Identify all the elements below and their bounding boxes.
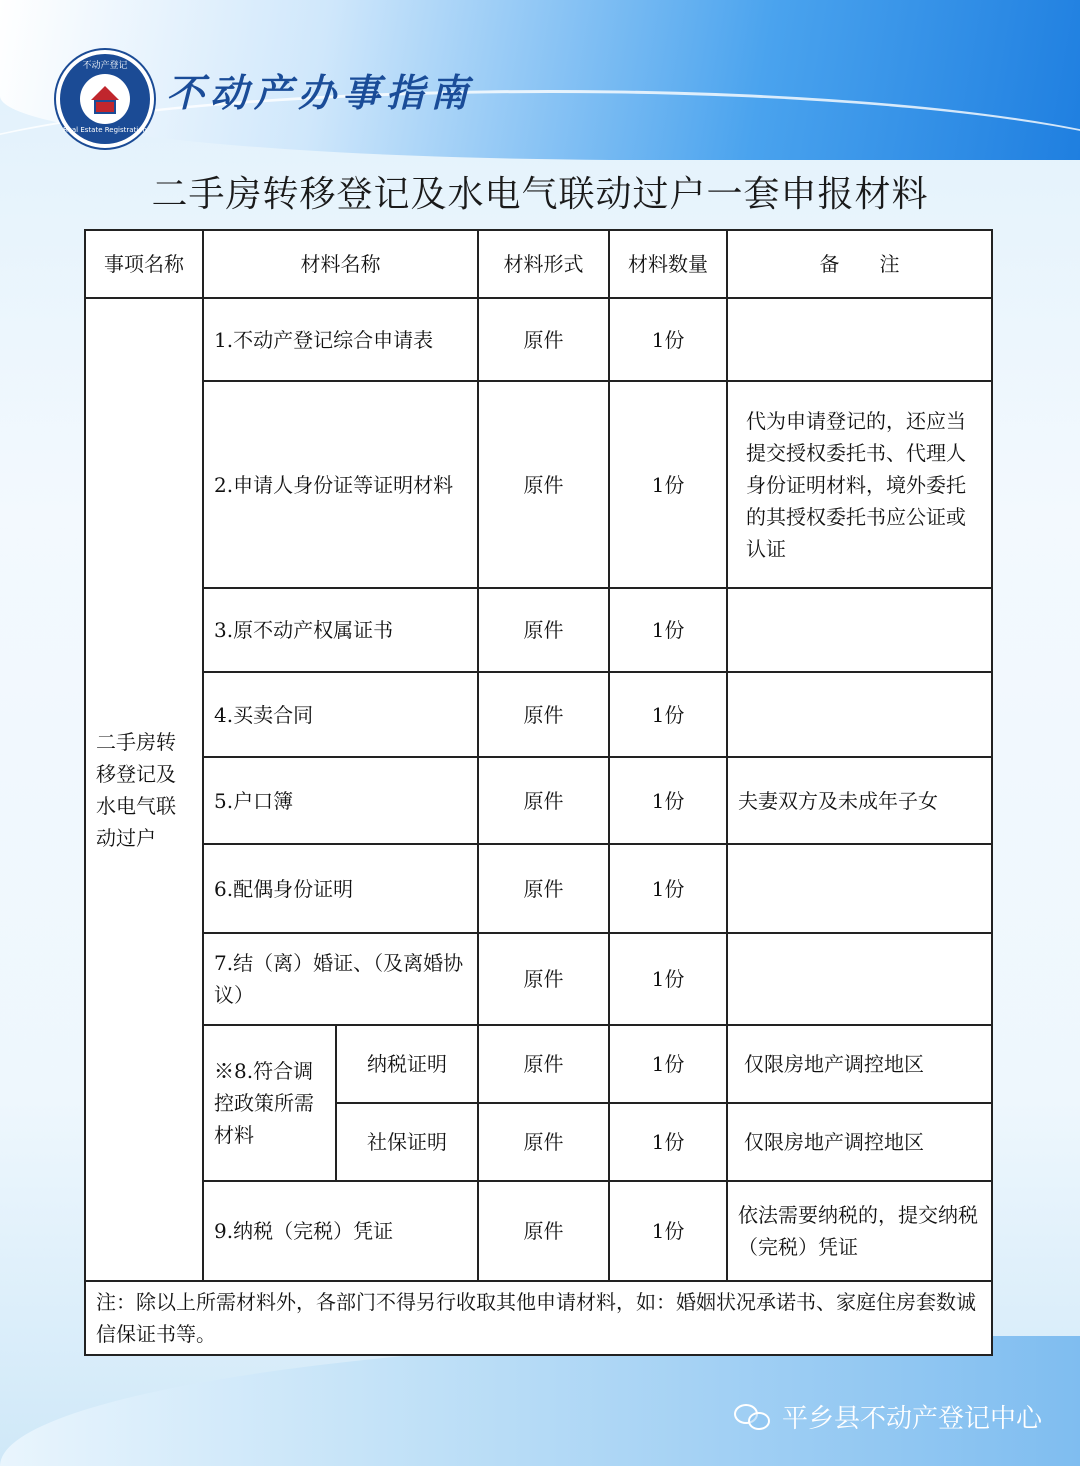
footer-account: [734, 1398, 1042, 1435]
table-row: [85, 1181, 992, 1281]
material-name: 1.不动产登记综合申请表: [203, 298, 478, 381]
material-qty: 1份: [609, 757, 727, 844]
material-note: [727, 844, 992, 933]
material-qty: 1份: [609, 588, 727, 672]
material-note: [727, 933, 992, 1025]
table-row: [85, 1025, 992, 1103]
material-note: 仅限房地产调控地区: [727, 1103, 992, 1181]
footnote-row: [85, 1281, 992, 1355]
material-note: [727, 672, 992, 757]
material-subname: 社保证明: [336, 1103, 478, 1181]
material-qty: 1份: [609, 381, 727, 588]
table-row: [85, 933, 992, 1025]
material-qty: 1份: [609, 298, 727, 381]
group8-name: ※8.符合调控政策所需材料: [203, 1025, 336, 1181]
material-form: 原件: [478, 933, 609, 1025]
table-row: [85, 588, 992, 672]
header-material-qty: 材料数量: [609, 230, 727, 298]
material-form: 原件: [478, 757, 609, 844]
material-note: 代为申请登记的，还应当提交授权委托书、代理人身份证明材料，境外委托的其授权委托书应公证或认证: [727, 381, 992, 588]
material-name: 3.原不动产权属证书: [203, 588, 478, 672]
table-row: [85, 381, 992, 588]
material-subname: 纳税证明: [336, 1025, 478, 1103]
material-qty: 1份: [609, 1025, 727, 1103]
header-material-form: 材料形式: [478, 230, 609, 298]
material-qty: 1份: [609, 1181, 727, 1281]
material-name: 2.申请人身份证等证明材料: [203, 381, 478, 588]
material-note: [727, 588, 992, 672]
material-form: 原件: [478, 381, 609, 588]
material-name: 9.纳税（完税）凭证: [203, 1181, 478, 1281]
material-form: 原件: [478, 298, 609, 381]
page-title: 二手房转移登记及水电气联动过户一套申报材料: [151, 174, 929, 215]
table-row: [85, 298, 992, 381]
brand-title: 不动产办事指南: [166, 71, 475, 115]
material-note: 依法需要纳税的，提交纳税（完税）凭证: [727, 1181, 992, 1281]
table-row: [85, 672, 992, 757]
house-icon: [80, 74, 130, 124]
footnote: 注：除以上所需材料外，各部门不得另行收取其他申请材料，如：婚姻状况承诺书、家庭住房套数诚信保证书等。: [85, 1281, 992, 1355]
material-name: 6.配偶身份证明: [203, 844, 478, 933]
material-form: 原件: [478, 1103, 609, 1181]
material-qty: 1份: [609, 1103, 727, 1181]
material-form: 原件: [478, 1025, 609, 1103]
logo-text-top: 不动产登记: [82, 61, 128, 71]
material-note: 仅限房地产调控地区: [727, 1025, 992, 1103]
account-name: 平乡县不动产登记中心: [781, 1404, 1042, 1434]
material-form: 原件: [478, 844, 609, 933]
material-form: 原件: [478, 672, 609, 757]
material-form: 原件: [478, 588, 609, 672]
material-qty: 1份: [609, 933, 727, 1025]
wechat-icon: [734, 1402, 772, 1432]
header-material-name: 材料名称: [203, 230, 478, 298]
logo-text-bottom: Real Estate Registration: [63, 126, 147, 134]
material-note: 夫妻双方及未成年子女: [727, 757, 992, 844]
material-name: 5.户口簿: [203, 757, 478, 844]
material-form: 原件: [478, 1181, 609, 1281]
material-name: 7.结（离）婚证、（及离婚协议）: [203, 933, 478, 1025]
material-note: [727, 298, 992, 381]
table-header-row: [85, 230, 992, 298]
table-row: [85, 844, 992, 933]
header-remarks: 备 注: [727, 230, 992, 298]
registration-logo: [56, 50, 154, 148]
materials-table: [84, 229, 993, 1356]
table-row: [85, 757, 992, 844]
header-item-name: 事项名称: [85, 230, 203, 298]
material-qty: 1份: [609, 672, 727, 757]
material-qty: 1份: [609, 844, 727, 933]
item-name-cell: 二手房转移登记及水电气联动过户: [85, 298, 203, 1281]
material-name: 4.买卖合同: [203, 672, 478, 757]
